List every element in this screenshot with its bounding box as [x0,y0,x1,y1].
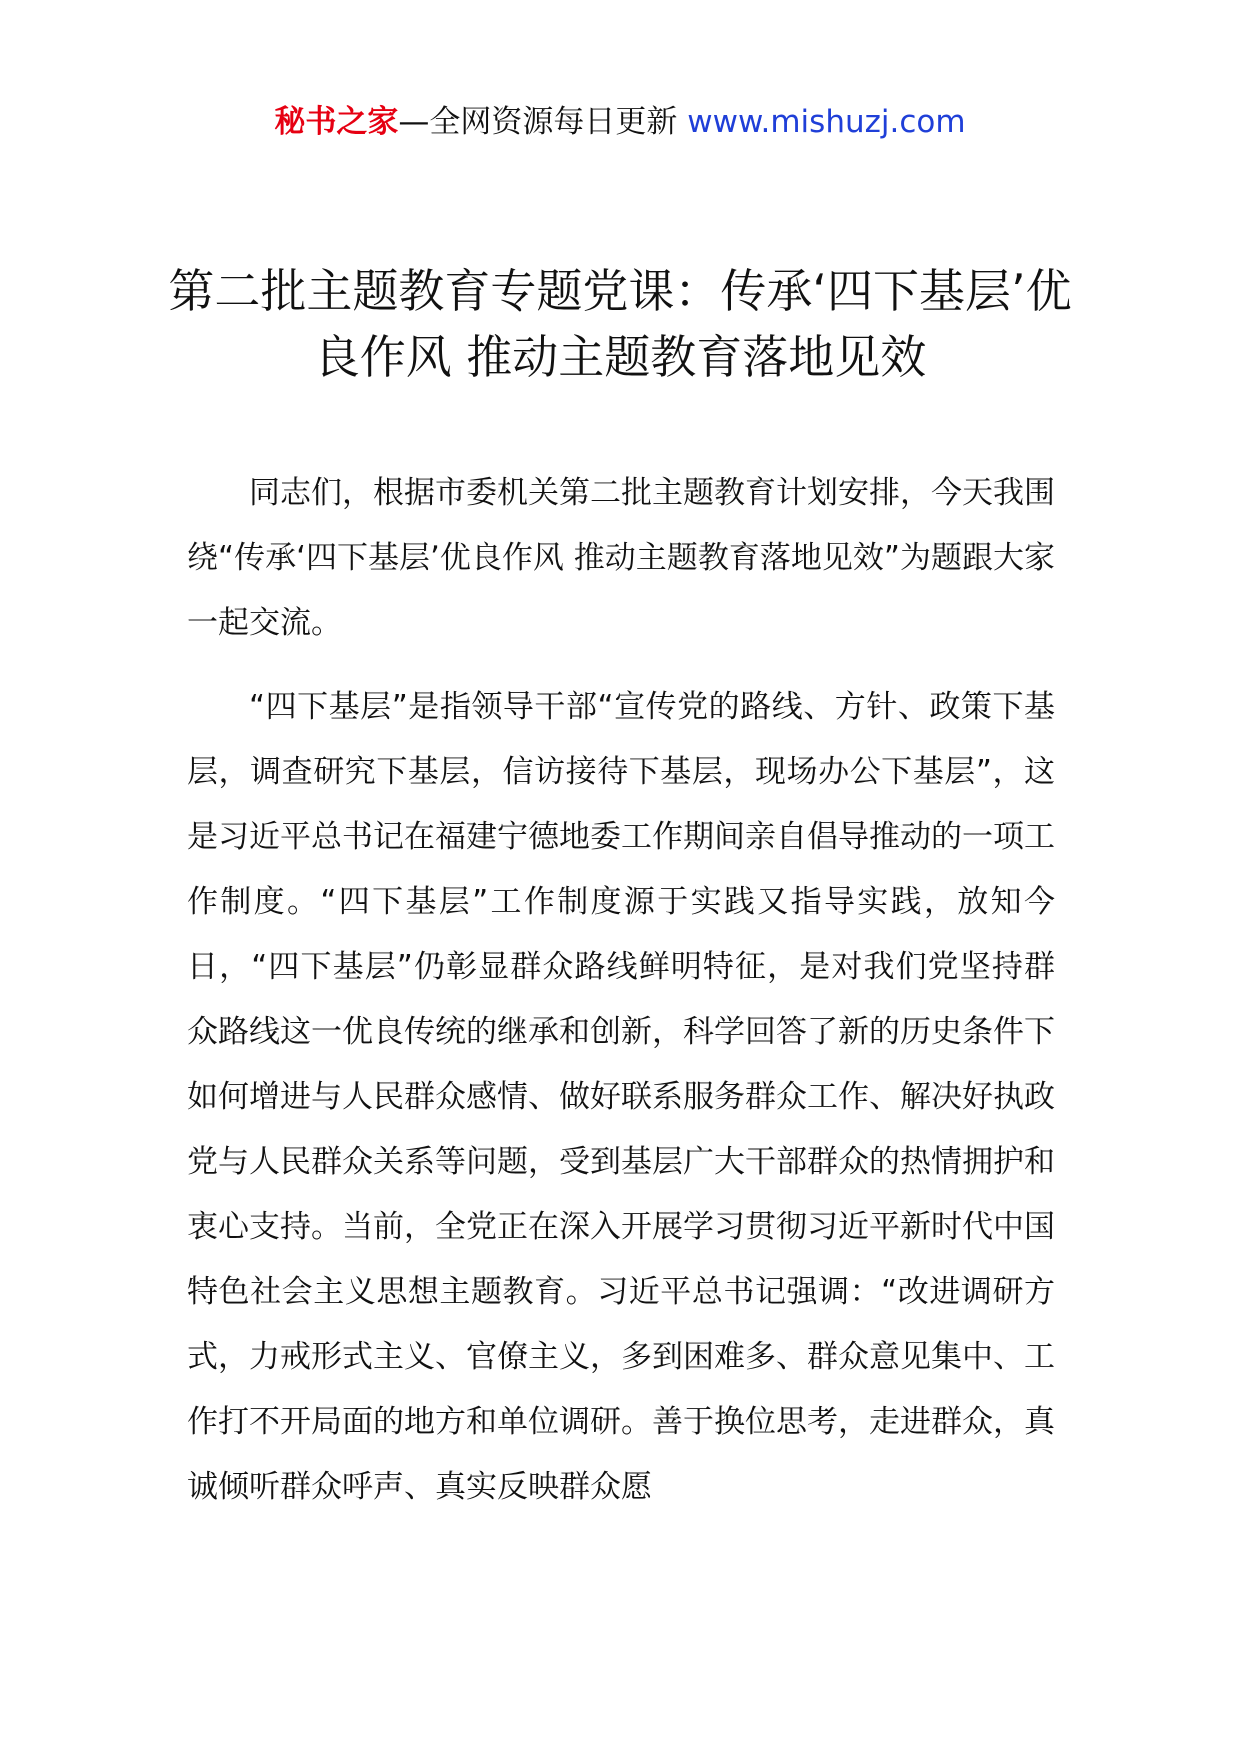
paragraph-four-grassroots: “四下基层”是指领导干部“宣传党的路线、方针、政策下基层，调查研究下基层，信访接待下基层，现场办公下基层”，这是习近平总书记在福建宁德地委工作期间亲自倡导推动的一项工作制度。“四下基层”工作制度源于实践又指导实践，放知今日，“四下基层”仍彰显群众路线鲜明特征，是对我们党坚持群众路线这一优良传统的继承和创新，科学回答了新的历史条件下如何增进与人民群众感情、做好联系服务群众工作、解决好执政党与人民群众关系等问题，受到基层广大干部群众的热情拥护和衷心支持。当前，全党正在深入开展学习贯彻习近平新时代中国特色社会主义思想主题教育。习近平总书记强调：“改进调研方式，力戒形式主义、官僚主义，多到困难多、群众意见集中、工作打不开局面的地方和单位调研。善于换位思考，走进群众，真诚倾听群众呼声、真实反映群众愿 [187,689,1055,1505]
document-body [187,461,1055,1539]
site-header [0,102,1240,142]
brand-name: 秘书之家 [274,104,399,140]
document-title: 第二批主题教育专题党课：传承‘四下基层’优良作风 推动主题教育落地见效 [168,264,1072,384]
paragraph-intro: 同志们，根据市委机关第二批主题教育计划安排，今天我围绕“传承‘四下基层’优良作风 推动主题教育落地见效”为题跟大家一起交流。 [187,475,1055,641]
header-tagline: —全网资源每日更新 [398,104,678,140]
site-url-link[interactable]: www.mishuzj.com [687,104,966,140]
